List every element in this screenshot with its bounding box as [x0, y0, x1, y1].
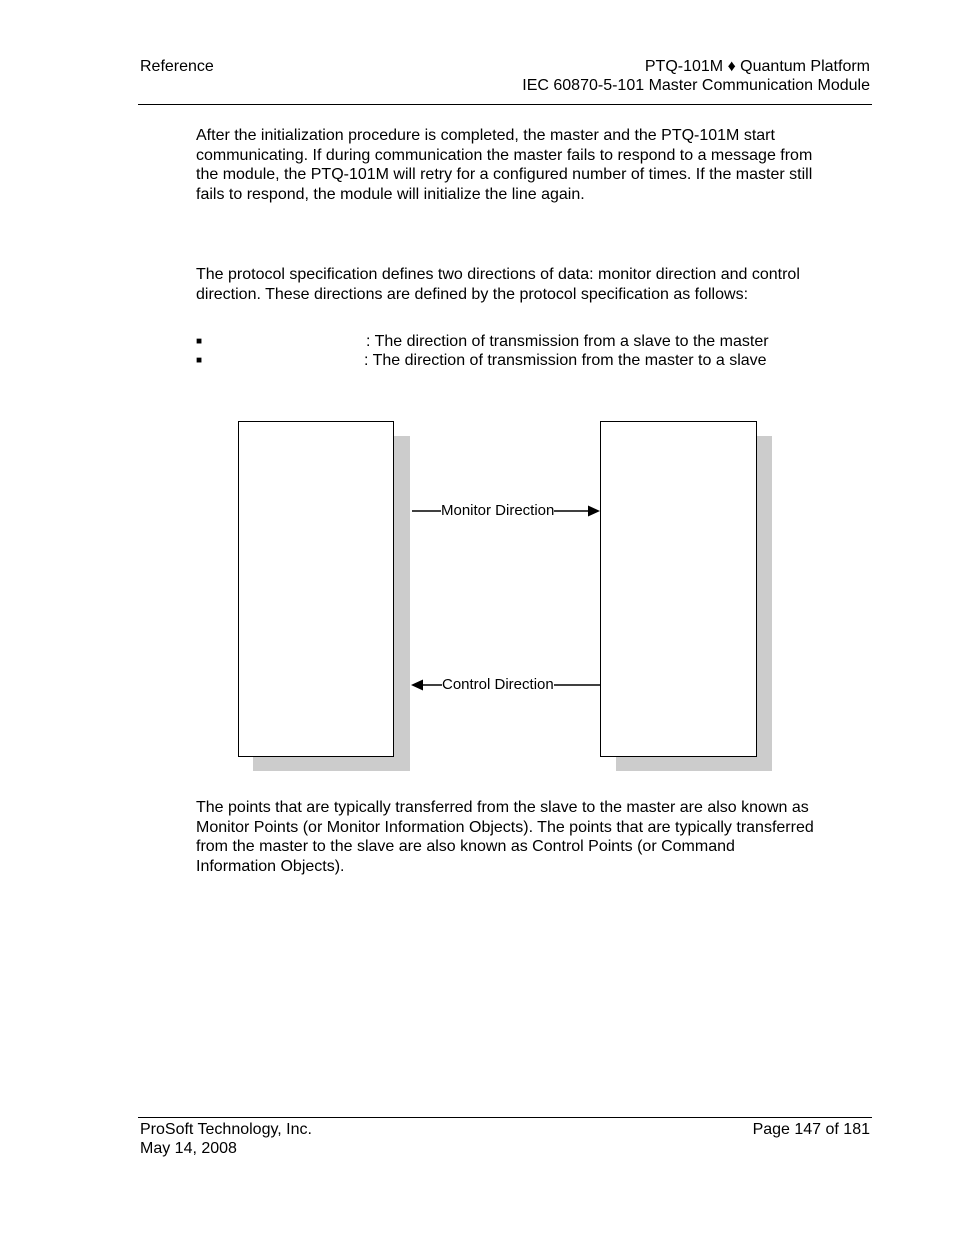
- paragraph-points-text: The points that are typically transferred from the slave to the master are also known as Monitor Points (or Monitor Information Objects). The points that are typically transferred from the master to the slave are also known as Control Points (or Command Information Objects).: [196, 799, 814, 875]
- monitor-direction-label: Monitor Direction: [441, 502, 555, 519]
- paragraph-points: [196, 798, 816, 876]
- paragraph-initialization-text: After the initialization procedure is completed, the master and the PTQ-101M start communicating. If during communication the master fails to respond to a message from the module, the PTQ-101M will retry for a configured number of times. If the master still fails to respond, the module will initialize the line again.: [196, 127, 813, 203]
- bullet-square-icon: ■: [196, 355, 203, 366]
- bullet-control-text: : The direction of transmission from the master to a slave: [364, 352, 767, 369]
- footer-company: ProSoft Technology, Inc.: [140, 1121, 312, 1138]
- bullet-monitor-text: : The direction of transmission from a slave to the master: [366, 333, 769, 350]
- footer-rule: [138, 1117, 872, 1118]
- paragraph-directions-text: The protocol specification defines two directions of data: monitor direction and control direction. These directions are defined by the protocol specification as follows:: [196, 266, 800, 303]
- bullet-square-icon: ■: [196, 336, 203, 347]
- header-module-name: IEC 60870-5-101 Master Communication Module: [522, 77, 870, 94]
- control-direction-label: Control Direction: [442, 676, 554, 693]
- header-product-line: PTQ-101M ♦ Quantum Platform: [644, 58, 870, 75]
- monitor-arrow-head-icon: [588, 506, 600, 517]
- footer-page-number: Page 147 of 181: [752, 1121, 870, 1138]
- header-section: Reference: [140, 58, 214, 75]
- footer-date: May 14, 2008: [140, 1140, 237, 1157]
- control-arrow-head-icon: [411, 680, 423, 691]
